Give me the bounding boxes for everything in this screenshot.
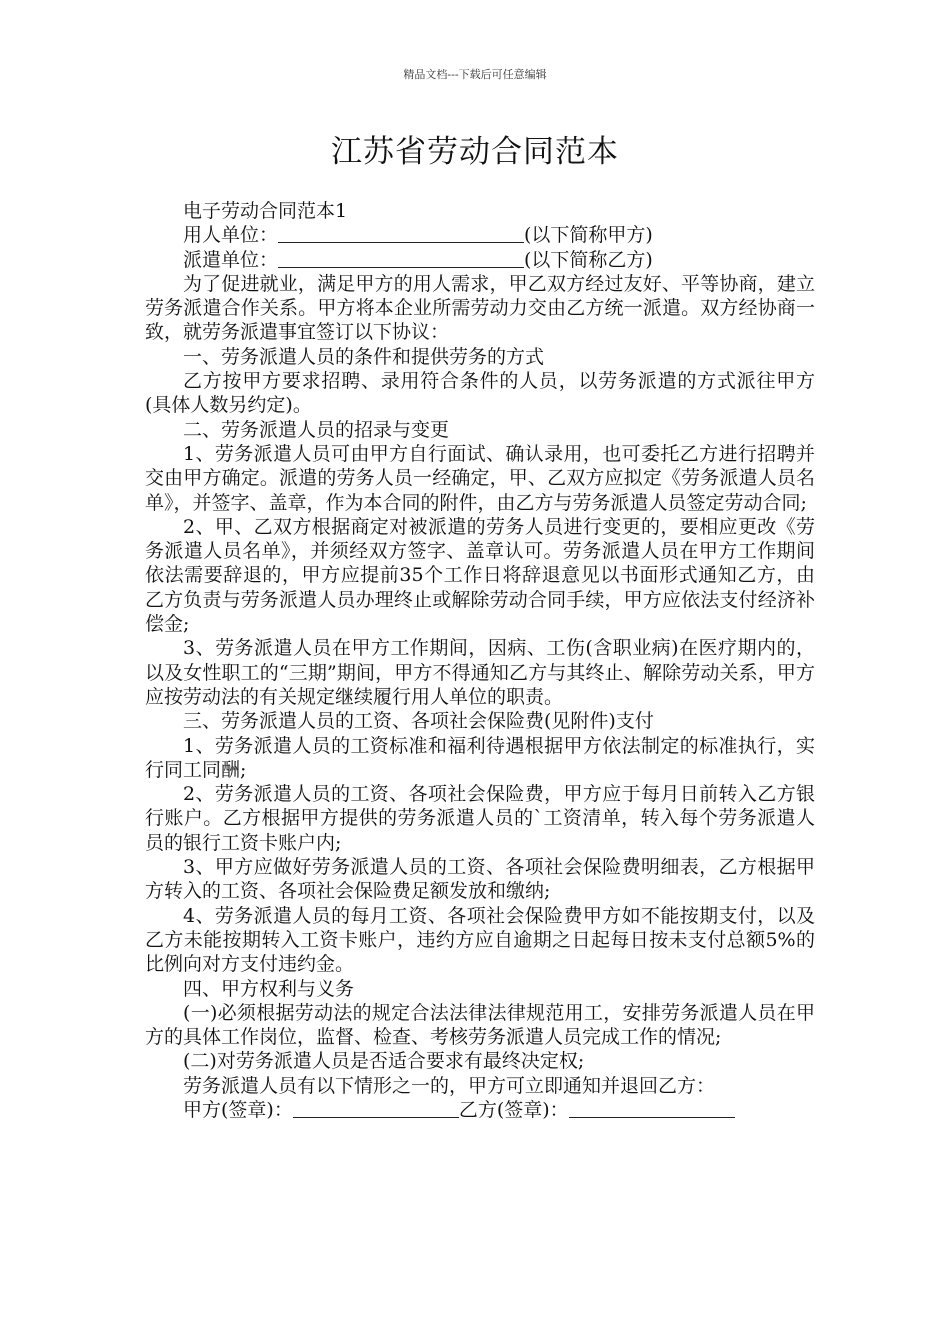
party-a-signature-label: 甲方(签章)： [183, 1098, 293, 1121]
dispatcher-label: 派遣单位： [183, 248, 279, 271]
party-b-signature-label: 乙方(签章)： [458, 1098, 569, 1121]
header-note: 精品文档---下载后可任意编辑 [403, 68, 547, 81]
paragraph: (二)对劳务派遣人员是否适合要求有最终决定权; [183, 1050, 585, 1073]
section-heading-4: 四、甲方权利与义务 [183, 977, 355, 1000]
paragraph: 乙方按甲方要求招聘、录用符合条件的人员，以劳务派遣的方式派往甲方(具体人数另约定)。 [145, 370, 815, 417]
party-a-signature-blank [293, 1099, 459, 1118]
paragraph: 2、甲、乙双方根据商定对被派遣的劳务人员进行变更的，要相应更改《劳务派遣人员名单》，并须经双方签字、盖章认可。劳务派遣人员在甲方工作期间依法需要辞退的，甲方应提前35个工作日将辞退意见以书面形式通知乙方，由乙方负责与劳务派遣人员办理终止或解除劳动合同手续，甲方应依法支付经济补偿金; [145, 515, 815, 636]
paragraph: 1、劳务派遣人员的工资标准和福利待遇根据甲方依法制定的标准执行，实行同工同酬; [145, 734, 815, 781]
section-heading-3: 三、劳务派遣人员的工资、各项社会保险费(见附件)支付 [183, 710, 654, 733]
paragraph-preamble: 为了促进就业，满足甲方的用人需求，甲乙双方经过友好、平等协商，建立劳务派遣合作关系。甲方将本企业所需劳动力交由乙方统一派遣。双方经协商一致，就劳务派遣事宜签订以下协议： [145, 272, 815, 344]
paragraph: 3、劳务派遣人员在甲方工作期间，因病、工伤(含职业病)在医疗期内的，以及女性职工的“三期”期间，甲方不得通知乙方与其终止、解除劳动关系，甲方应按劳动法的有关规定继续履行用人单位的职责。 [145, 637, 815, 708]
paragraph: 3、甲方应做好劳务派遣人员的工资、各项社会保险费明细表，乙方根据甲方转入的工资、各项社会保险费足额发放和缴纳; [145, 856, 815, 903]
paragraph: 4、劳务派遣人员的每月工资、各项社会保险费甲方如不能按期支付，以及乙方未能按期转入工资卡账户，违约方应自逾期之日起每日按未支付总额5%的比例向对方支付违约金。 [145, 904, 815, 976]
document-title: 江苏省劳动合同范本 [331, 134, 619, 170]
paragraph: 劳务派遣人员有以下情形之一的，甲方可立即通知并退回乙方： [183, 1074, 716, 1097]
employer-label: 用人单位： [183, 224, 279, 247]
paragraph: 1、劳务派遣人员可由甲方自行面试、确认录用，也可委托乙方进行招聘并交由甲方确定。派遣的劳务人员一经确定，甲、乙双方应拟定《劳务派遣人员名单》，并签字、盖章，作为本合同的附件，由乙方与劳务派遣人员签定劳动合同; [145, 442, 815, 514]
dispatcher-line [145, 248, 815, 272]
signature-line [145, 1098, 815, 1122]
section-heading-1: 一、劳务派遣人员的条件和提供劳务的方式 [183, 345, 545, 368]
document-body [145, 199, 815, 1122]
paragraph: (一)必须根据劳动法的规定合法法律法律规范用工，安排劳务派遣人员在甲方的具体工作岗位，监督、检查、考核劳务派遣人员完成工作的情况; [145, 1001, 815, 1049]
employer-line [145, 223, 815, 247]
section-heading-2: 二、劳务派遣人员的招录与变更 [183, 418, 450, 441]
party-b-signature-blank [569, 1099, 735, 1118]
dispatcher-blank [278, 249, 524, 268]
dispatcher-suffix: (以下简称乙方) [524, 248, 653, 271]
paragraph: 2、劳务派遣人员的工资、各项社会保险费，甲方应于每月日前转入乙方银行账户。乙方根据甲方提供的劳务派遣人员的`工资清单，转入每个劳务派遣人员的银行工资卡账户内; [145, 783, 815, 854]
employer-blank [278, 224, 524, 243]
employer-suffix: (以下简称甲方) [524, 224, 653, 247]
contract-subtitle: 电子劳动合同范本1 [183, 200, 348, 222]
